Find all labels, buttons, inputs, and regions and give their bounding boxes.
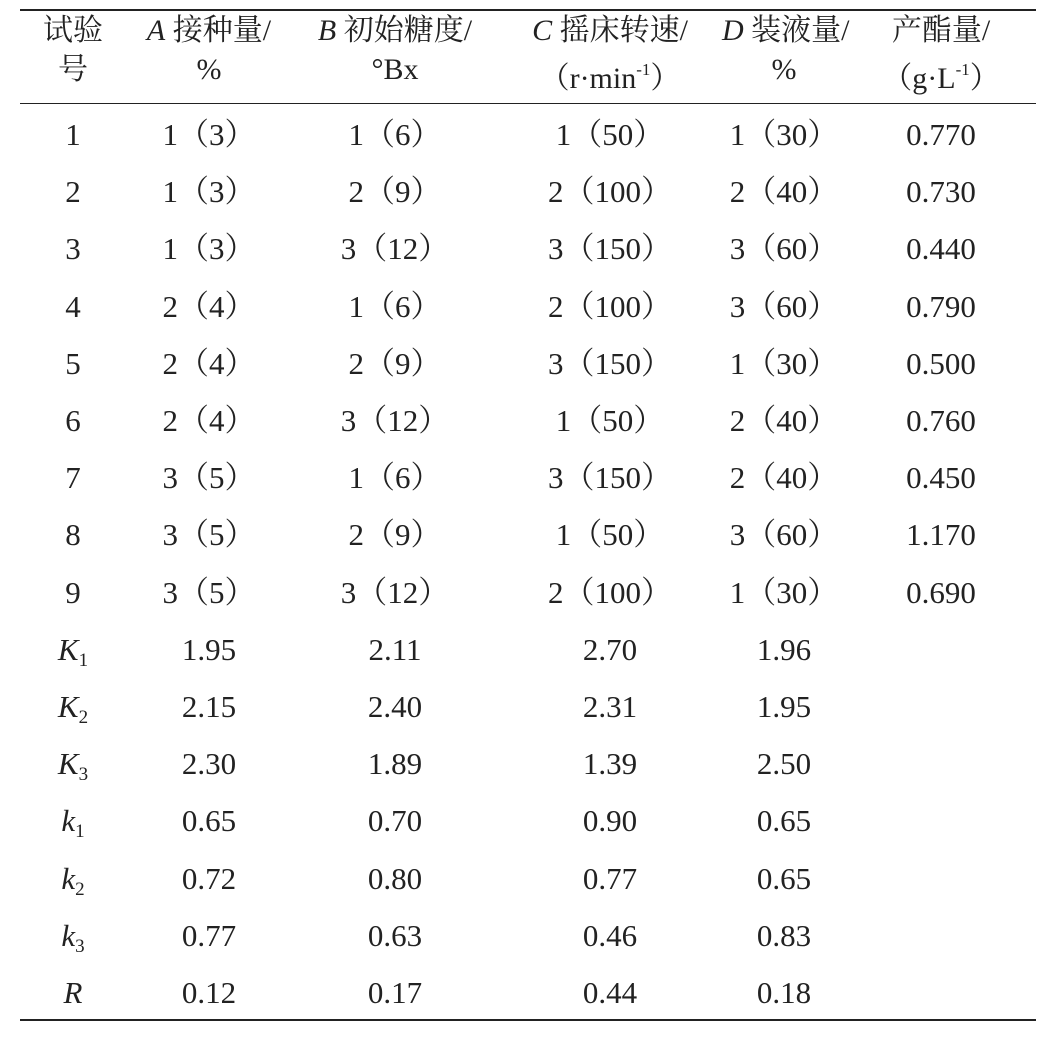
table-cell: 3: [65, 231, 81, 267]
column-header: [126, 12, 292, 90]
table-cell: 7: [65, 460, 81, 496]
table-cell: 3（5）: [162, 574, 256, 610]
table-cell: 1（30）: [729, 345, 839, 381]
column-header-line1: [20, 12, 126, 50]
column-header-unit: [292, 50, 498, 90]
table-cell: 2（9）: [348, 345, 442, 381]
table-cell: 0.90: [582, 803, 638, 839]
table-cell: 0.500: [906, 345, 976, 381]
table-cell: 1.170: [906, 517, 976, 553]
table-cell: 3（5）: [162, 460, 256, 496]
table-cell: 0.65: [756, 803, 812, 839]
table-row: [20, 850, 1036, 907]
table-cell: 1.39: [582, 746, 638, 782]
column-header-line1: [292, 12, 498, 50]
table-cell: 2.11: [368, 631, 422, 667]
table-cell: 0.760: [906, 403, 976, 438]
column-header-unit: [722, 50, 846, 90]
table-cell: 1.95: [756, 689, 812, 724]
table-cell: 1（3）: [162, 174, 256, 210]
table-cell: 0.80: [367, 860, 423, 896]
table-cell: 1.96: [756, 631, 812, 667]
table-cell: 0.65: [181, 803, 237, 839]
table-cell: 0.65: [756, 860, 812, 896]
table-cell: 0.440: [906, 231, 976, 267]
table-cell: 8: [65, 517, 81, 553]
column-header: [846, 12, 1036, 95]
table-row: [20, 621, 1036, 678]
table-cell: 1（30）: [729, 117, 839, 152]
column-header-unit-text: （g·L: [882, 62, 956, 95]
row-label-subscript: 3: [75, 935, 85, 957]
row-label-subscript: 2: [78, 707, 89, 728]
column-header-unit-text: %: [771, 53, 797, 86]
row-label: [20, 621, 126, 678]
column-header-variable: D: [722, 14, 744, 47]
row-label: [20, 964, 126, 1021]
table-cell: 3（150）: [548, 345, 672, 381]
table-cell: 1（3）: [162, 117, 256, 152]
row-label: [20, 735, 126, 792]
table-row: [20, 220, 1036, 277]
table-row: [20, 506, 1036, 563]
table-cell: 1（6）: [348, 460, 442, 496]
table-cell: 3（5）: [162, 517, 256, 553]
row-label-symbol: K: [57, 746, 79, 782]
column-header: [292, 12, 498, 90]
table-cell: 6: [65, 403, 81, 438]
column-header-unit: [846, 50, 1036, 95]
row-label-symbol: K: [57, 631, 79, 667]
table-cell: 0.77: [582, 860, 638, 896]
row-label: [20, 792, 126, 849]
table-cell: 2（4）: [162, 345, 256, 381]
column-header-unit-tail: ）: [969, 62, 1000, 95]
row-label-subscript: 3: [78, 764, 89, 786]
column-header: [722, 12, 850, 90]
table-row: [20, 907, 1036, 964]
column-header-variable: C: [532, 14, 553, 47]
table-header-rule: [20, 103, 1036, 104]
table-cell: 2.30: [181, 746, 237, 782]
table-cell: 0.18: [756, 975, 812, 1010]
table-cell: 0.70: [367, 803, 423, 839]
table-row: [20, 335, 1036, 392]
column-header-text: 装液量/: [743, 14, 850, 47]
table-cell: 3（12）: [340, 574, 450, 610]
row-label-subscript: 2: [75, 878, 85, 900]
table-cell: 1（6）: [348, 117, 442, 152]
table-cell: 0.12: [181, 975, 237, 1010]
column-header: [498, 12, 722, 95]
table-cell: 3（150）: [548, 231, 672, 267]
column-header-line1: [722, 12, 850, 50]
table-cell: 0.690: [906, 574, 976, 610]
table-cell: 0.450: [906, 460, 976, 496]
row-label-symbol: K: [57, 689, 79, 724]
row-label: [20, 678, 126, 735]
table-cell: 2（100）: [548, 174, 672, 210]
column-header-line1: [498, 12, 722, 50]
table-header: [20, 12, 1036, 102]
column-header-unit: [20, 50, 126, 90]
column-header-line1: [126, 12, 292, 50]
table-cell: 0.730: [906, 174, 976, 210]
table-cell: 0.46: [582, 917, 638, 953]
row-label-symbol: k: [61, 860, 76, 896]
table-cell: 9: [65, 574, 81, 610]
table-row: [20, 792, 1036, 849]
column-header-line1: [846, 12, 1036, 50]
column-header-unit-text: 号: [58, 53, 88, 86]
table-row: [20, 964, 1036, 1021]
column-header-unit-text: %: [196, 53, 222, 86]
column-header-text: 试验: [43, 14, 103, 47]
row-label-symbol: k: [61, 917, 76, 953]
row-label-subscript: 1: [78, 649, 89, 671]
column-header-variable: A: [146, 14, 166, 47]
table-cell: 2（40）: [729, 403, 839, 438]
column-header-variable: B: [317, 14, 337, 47]
table-cell: 2（100）: [548, 288, 672, 324]
column-header-text: 摇床转速/: [552, 14, 688, 47]
table-cell: 3（60）: [729, 231, 839, 267]
table-cell: 2（40）: [729, 174, 839, 210]
row-label: [20, 907, 126, 964]
table-row: [20, 735, 1036, 792]
table-row: [20, 163, 1036, 220]
table-cell: 2（4）: [162, 403, 256, 438]
row-label-subscript: 1: [75, 821, 85, 843]
table-cell: 1（50）: [555, 517, 665, 553]
table-cell: 1: [65, 117, 81, 152]
row-label-symbol: k: [61, 803, 76, 839]
table-cell: 0.72: [181, 860, 237, 896]
table-cell: 2.31: [582, 689, 638, 724]
table-cell: 1（50）: [555, 403, 665, 438]
table-cell: 3（60）: [729, 517, 839, 553]
column-header-unit-tail: ）: [650, 62, 681, 95]
table-cell: 0.770: [906, 117, 976, 152]
column-header-unit-exponent: -1: [636, 60, 651, 79]
table-cell: 1（30）: [729, 574, 839, 610]
table-cell: 2.70: [582, 631, 638, 667]
table-cell: 0.63: [367, 917, 423, 953]
table-row: [20, 678, 1036, 735]
table-cell: 0.77: [181, 917, 237, 953]
table-cell: 2.15: [181, 689, 237, 724]
table-cell: 5: [65, 345, 81, 381]
table-cell: 1（50）: [555, 117, 665, 152]
column-header-text: 产酯量/: [891, 14, 991, 47]
table-cell: 2（9）: [348, 517, 442, 553]
table-cell: 2（40）: [729, 460, 839, 496]
table-top-rule: [20, 9, 1036, 11]
table-cell: 0.790: [906, 288, 976, 324]
column-header-unit: [498, 50, 722, 95]
table-cell: 3（12）: [340, 403, 450, 438]
column-header-unit: [126, 50, 292, 90]
table-row: [20, 278, 1036, 335]
table-cell: 2.40: [367, 689, 423, 724]
table-cell: 1.89: [367, 746, 423, 782]
table-row: [20, 106, 1036, 163]
table-cell: 0.44: [582, 975, 638, 1010]
table-row: [20, 564, 1036, 621]
column-header-unit-exponent: -1: [955, 60, 970, 79]
table-cell: 2.50: [756, 746, 812, 782]
table-cell: 2（9）: [348, 174, 442, 210]
table-cell: 1（6）: [348, 288, 442, 324]
column-header-text: 初始糖度/: [336, 14, 473, 47]
row-label-symbol: R: [63, 975, 83, 1010]
column-header-text: 接种量/: [165, 14, 272, 47]
table-row: [20, 392, 1036, 449]
column-header: [20, 12, 126, 90]
column-header-unit-text: °Bx: [371, 53, 419, 86]
table-cell: 3（150）: [548, 460, 672, 496]
table-cell: 2（4）: [162, 288, 256, 324]
table-cell: 0.83: [756, 917, 812, 953]
table-cell: 2（100）: [548, 574, 672, 610]
table-cell: 2: [65, 174, 81, 210]
table-cell: 1.95: [181, 631, 237, 667]
table-cell: 3（12）: [340, 231, 450, 267]
table-row: [20, 449, 1036, 506]
row-label: [20, 850, 126, 907]
table-cell: 3（60）: [729, 288, 839, 324]
table-cell: 1（3）: [162, 231, 256, 267]
column-header-unit-text: （r·min: [539, 62, 637, 95]
table-cell: 4: [65, 288, 81, 324]
table-cell: 0.17: [367, 975, 423, 1010]
